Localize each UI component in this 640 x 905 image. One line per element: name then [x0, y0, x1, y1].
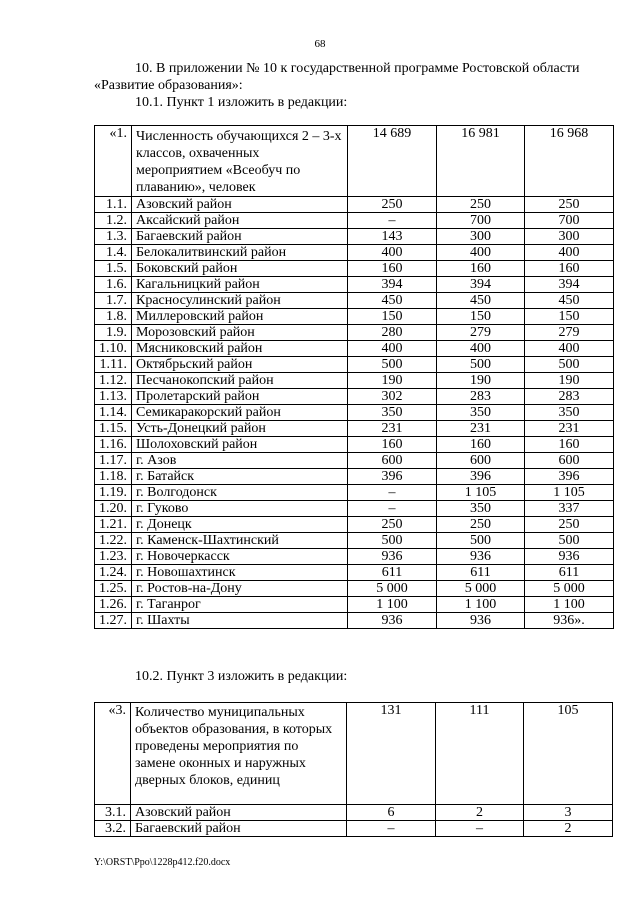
row-value-2: 350 [437, 501, 525, 517]
row-name-cell: Азовский район [132, 197, 348, 213]
row-value-2: 300 [437, 229, 525, 245]
row-value-3: 160 [525, 437, 614, 453]
table-row [95, 597, 614, 613]
row-name-cell: г. Шахты [132, 613, 348, 629]
row-name-cell: Белокалитвинский район [132, 245, 348, 261]
row-value-3: 400 [525, 245, 614, 261]
row-num-cell: 3.2. [95, 821, 131, 837]
row-name-cell: Азовский район [131, 805, 347, 821]
table-row [95, 469, 614, 485]
row-value-2: 350 [437, 405, 525, 421]
row-num-cell: 1.12. [95, 373, 132, 389]
row-value-3: 190 [525, 373, 614, 389]
row-num-cell: 1.4. [95, 245, 132, 261]
row-value-3: 250 [525, 197, 614, 213]
file-path-footer: Y:\ORST\Ppo\1228p412.f20.docx [94, 857, 231, 868]
row-value-2: 150 [437, 309, 525, 325]
row-value-3: 500 [525, 533, 614, 549]
row-value-1: 936 [348, 613, 437, 629]
row-value-2: 5 000 [437, 581, 525, 597]
row-value-2: 700 [437, 213, 525, 229]
row-value-3: 3 [524, 805, 613, 821]
row-value-1: 611 [348, 565, 437, 581]
row-value-1: 394 [348, 277, 437, 293]
row-value-3: 600 [525, 453, 614, 469]
table-row [95, 421, 614, 437]
table-row [95, 821, 613, 837]
table-row [95, 245, 614, 261]
table-swimming [94, 125, 614, 629]
table-row [95, 549, 614, 565]
row-name-cell: г. Ростов-на-Дону [132, 581, 348, 597]
row-name-cell: г. Новошахтинск [132, 565, 348, 581]
row-value-1: 250 [348, 517, 437, 533]
row-name-cell: г. Таганрог [132, 597, 348, 613]
table-row [95, 581, 614, 597]
row-value-1: 1 100 [348, 597, 437, 613]
item-10-1-heading: 10.1. Пункт 1 изложить в редакции: [135, 95, 348, 110]
row-num-cell: 1.25. [95, 581, 132, 597]
row-num-cell: 1.13. [95, 389, 132, 405]
row-value-2: 160 [437, 261, 525, 277]
row-num-cell: 1.1. [95, 197, 132, 213]
table-row [95, 613, 614, 629]
row-value-2: 394 [437, 277, 525, 293]
table-header-row [95, 703, 613, 805]
row-value-3: 283 [525, 389, 614, 405]
row-value-1: 302 [348, 389, 437, 405]
row-value-3: 396 [525, 469, 614, 485]
row-value-3: 2 [524, 821, 613, 837]
row-value-2: 396 [437, 469, 525, 485]
header-value-2: 111 [436, 703, 524, 805]
row-num-cell: 1.8. [95, 309, 132, 325]
row-num-cell: 1.18. [95, 469, 132, 485]
row-value-2: 250 [437, 517, 525, 533]
table-row [95, 565, 614, 581]
row-name-cell: г. Каменск-Шахтинский [132, 533, 348, 549]
row-value-1: 500 [348, 533, 437, 549]
header-num-cell: «3. [95, 703, 131, 805]
row-value-2: 450 [437, 293, 525, 309]
row-value-3: 936 [525, 549, 614, 565]
row-value-1: 600 [348, 453, 437, 469]
row-value-2: 611 [437, 565, 525, 581]
row-value-3: 400 [525, 341, 614, 357]
row-value-3: 1 105 [525, 485, 614, 501]
row-value-2: 1 105 [437, 485, 525, 501]
row-value-3: 150 [525, 309, 614, 325]
row-value-2: 936 [437, 613, 525, 629]
row-num-cell: 1.27. [95, 613, 132, 629]
row-value-2: 283 [437, 389, 525, 405]
row-value-1: 936 [348, 549, 437, 565]
row-num-cell: 1.17. [95, 453, 132, 469]
table-row [95, 197, 614, 213]
header-value-2: 16 981 [437, 126, 525, 197]
row-value-1: – [348, 485, 437, 501]
row-value-3: 5 000 [525, 581, 614, 597]
row-num-cell: 1.10. [95, 341, 132, 357]
table-row [95, 485, 614, 501]
row-num-cell: 1.7. [95, 293, 132, 309]
row-value-1: 6 [347, 805, 436, 821]
table-row [95, 533, 614, 549]
row-value-3: 394 [525, 277, 614, 293]
row-name-cell: г. Батайск [132, 469, 348, 485]
table-row [95, 437, 614, 453]
row-num-cell: 1.9. [95, 325, 132, 341]
header-name-cell: Численность обучающихся 2 – 3-х классов, охваченных мероприятием «Всеобуч по плаванию», человек [132, 126, 348, 197]
row-num-cell: 1.15. [95, 421, 132, 437]
row-value-1: 400 [348, 245, 437, 261]
row-value-1: 160 [348, 437, 437, 453]
row-value-1: 5 000 [348, 581, 437, 597]
table-row [95, 517, 614, 533]
row-value-2: – [436, 821, 524, 837]
row-name-cell: Мясниковский район [132, 341, 348, 357]
row-value-1: 143 [348, 229, 437, 245]
row-value-3: 250 [525, 517, 614, 533]
row-name-cell: Миллеровский район [132, 309, 348, 325]
row-value-3: 1 100 [525, 597, 614, 613]
row-num-cell: 3.1. [95, 805, 131, 821]
row-value-2: 231 [437, 421, 525, 437]
row-value-1: 450 [348, 293, 437, 309]
row-num-cell: 1.21. [95, 517, 132, 533]
table-row [95, 341, 614, 357]
row-value-2: 600 [437, 453, 525, 469]
row-value-1: 396 [348, 469, 437, 485]
row-name-cell: Багаевский район [132, 229, 348, 245]
row-name-cell: Аксайский район [132, 213, 348, 229]
header-value-1: 131 [347, 703, 436, 805]
header-num-cell: «1. [95, 126, 132, 197]
header-value-3: 16 968 [525, 126, 614, 197]
page-number: 68 [314, 38, 326, 50]
row-num-cell: 1.5. [95, 261, 132, 277]
row-name-cell: Семикаракорский район [132, 405, 348, 421]
table-row [95, 453, 614, 469]
row-name-cell: Морозовский район [132, 325, 348, 341]
table-row [95, 213, 614, 229]
row-num-cell: 1.20. [95, 501, 132, 517]
table-row [95, 501, 614, 517]
row-value-3: 350 [525, 405, 614, 421]
row-value-2: 936 [437, 549, 525, 565]
row-num-cell: 1.22. [95, 533, 132, 549]
row-value-2: 2 [436, 805, 524, 821]
row-num-cell: 1.2. [95, 213, 132, 229]
row-value-1: – [348, 213, 437, 229]
row-value-2: 500 [437, 357, 525, 373]
table-header-row [95, 126, 614, 197]
table-row [95, 261, 614, 277]
row-value-1: 190 [348, 373, 437, 389]
table-row [95, 293, 614, 309]
item-10-2-heading: 10.2. Пункт 3 изложить в редакции: [135, 669, 348, 684]
row-name-cell: Пролетарский район [132, 389, 348, 405]
row-name-cell: г. Азов [132, 453, 348, 469]
table-row [95, 389, 614, 405]
header-value-1: 14 689 [348, 126, 437, 197]
row-num-cell: 1.11. [95, 357, 132, 373]
table-row [95, 309, 614, 325]
row-value-1: 231 [348, 421, 437, 437]
row-value-1: 250 [348, 197, 437, 213]
row-name-cell: Багаевский район [131, 821, 347, 837]
table-row [95, 229, 614, 245]
table-windows [94, 702, 613, 837]
row-value-3: 700 [525, 213, 614, 229]
row-value-2: 1 100 [437, 597, 525, 613]
row-value-1: 160 [348, 261, 437, 277]
row-value-1: – [347, 821, 436, 837]
row-value-3: 450 [525, 293, 614, 309]
row-value-3: 500 [525, 357, 614, 373]
row-value-1: – [348, 501, 437, 517]
row-num-cell: 1.6. [95, 277, 132, 293]
row-value-3: 160 [525, 261, 614, 277]
intro-line-1: 10. В приложении № 10 к государственной программе Ростовской области [135, 61, 580, 76]
row-name-cell: г. Донецк [132, 517, 348, 533]
table-row [95, 373, 614, 389]
table-row [95, 805, 613, 821]
row-num-cell: 1.16. [95, 437, 132, 453]
row-name-cell: Песчанокопский район [132, 373, 348, 389]
row-value-2: 400 [437, 245, 525, 261]
row-value-2: 500 [437, 533, 525, 549]
row-name-cell: г. Волгодонск [132, 485, 348, 501]
row-value-2: 279 [437, 325, 525, 341]
row-value-3: 611 [525, 565, 614, 581]
table-row [95, 357, 614, 373]
row-value-3: 300 [525, 229, 614, 245]
row-name-cell: Октябрьский район [132, 357, 348, 373]
table-row [95, 325, 614, 341]
header-value-3: 105 [524, 703, 613, 805]
row-name-cell: Красносулинский район [132, 293, 348, 309]
row-value-2: 250 [437, 197, 525, 213]
row-name-cell: г. Гуково [132, 501, 348, 517]
row-name-cell: Боковский район [132, 261, 348, 277]
row-value-3: 936». [525, 613, 614, 629]
row-value-1: 500 [348, 357, 437, 373]
row-value-1: 350 [348, 405, 437, 421]
row-value-2: 160 [437, 437, 525, 453]
row-value-1: 400 [348, 341, 437, 357]
row-num-cell: 1.14. [95, 405, 132, 421]
row-name-cell: Кагальницкий район [132, 277, 348, 293]
row-value-1: 150 [348, 309, 437, 325]
table-row [95, 405, 614, 421]
row-name-cell: Шолоховский район [132, 437, 348, 453]
row-num-cell: 1.3. [95, 229, 132, 245]
row-value-3: 337 [525, 501, 614, 517]
row-num-cell: 1.26. [95, 597, 132, 613]
row-value-2: 190 [437, 373, 525, 389]
row-num-cell: 1.19. [95, 485, 132, 501]
row-name-cell: г. Новочеркасск [132, 549, 348, 565]
row-value-2: 400 [437, 341, 525, 357]
row-num-cell: 1.24. [95, 565, 132, 581]
table-row [95, 277, 614, 293]
row-num-cell: 1.23. [95, 549, 132, 565]
row-value-1: 280 [348, 325, 437, 341]
intro-line-2: «Развитие образования»: [94, 78, 243, 93]
header-name-cell: Количество муниципальных объектов образования, в которых проведены мероприятия по замене оконных и наружных дверных блоков, единиц [131, 703, 347, 805]
row-name-cell: Усть-Донецкий район [132, 421, 348, 437]
row-value-3: 279 [525, 325, 614, 341]
row-value-3: 231 [525, 421, 614, 437]
